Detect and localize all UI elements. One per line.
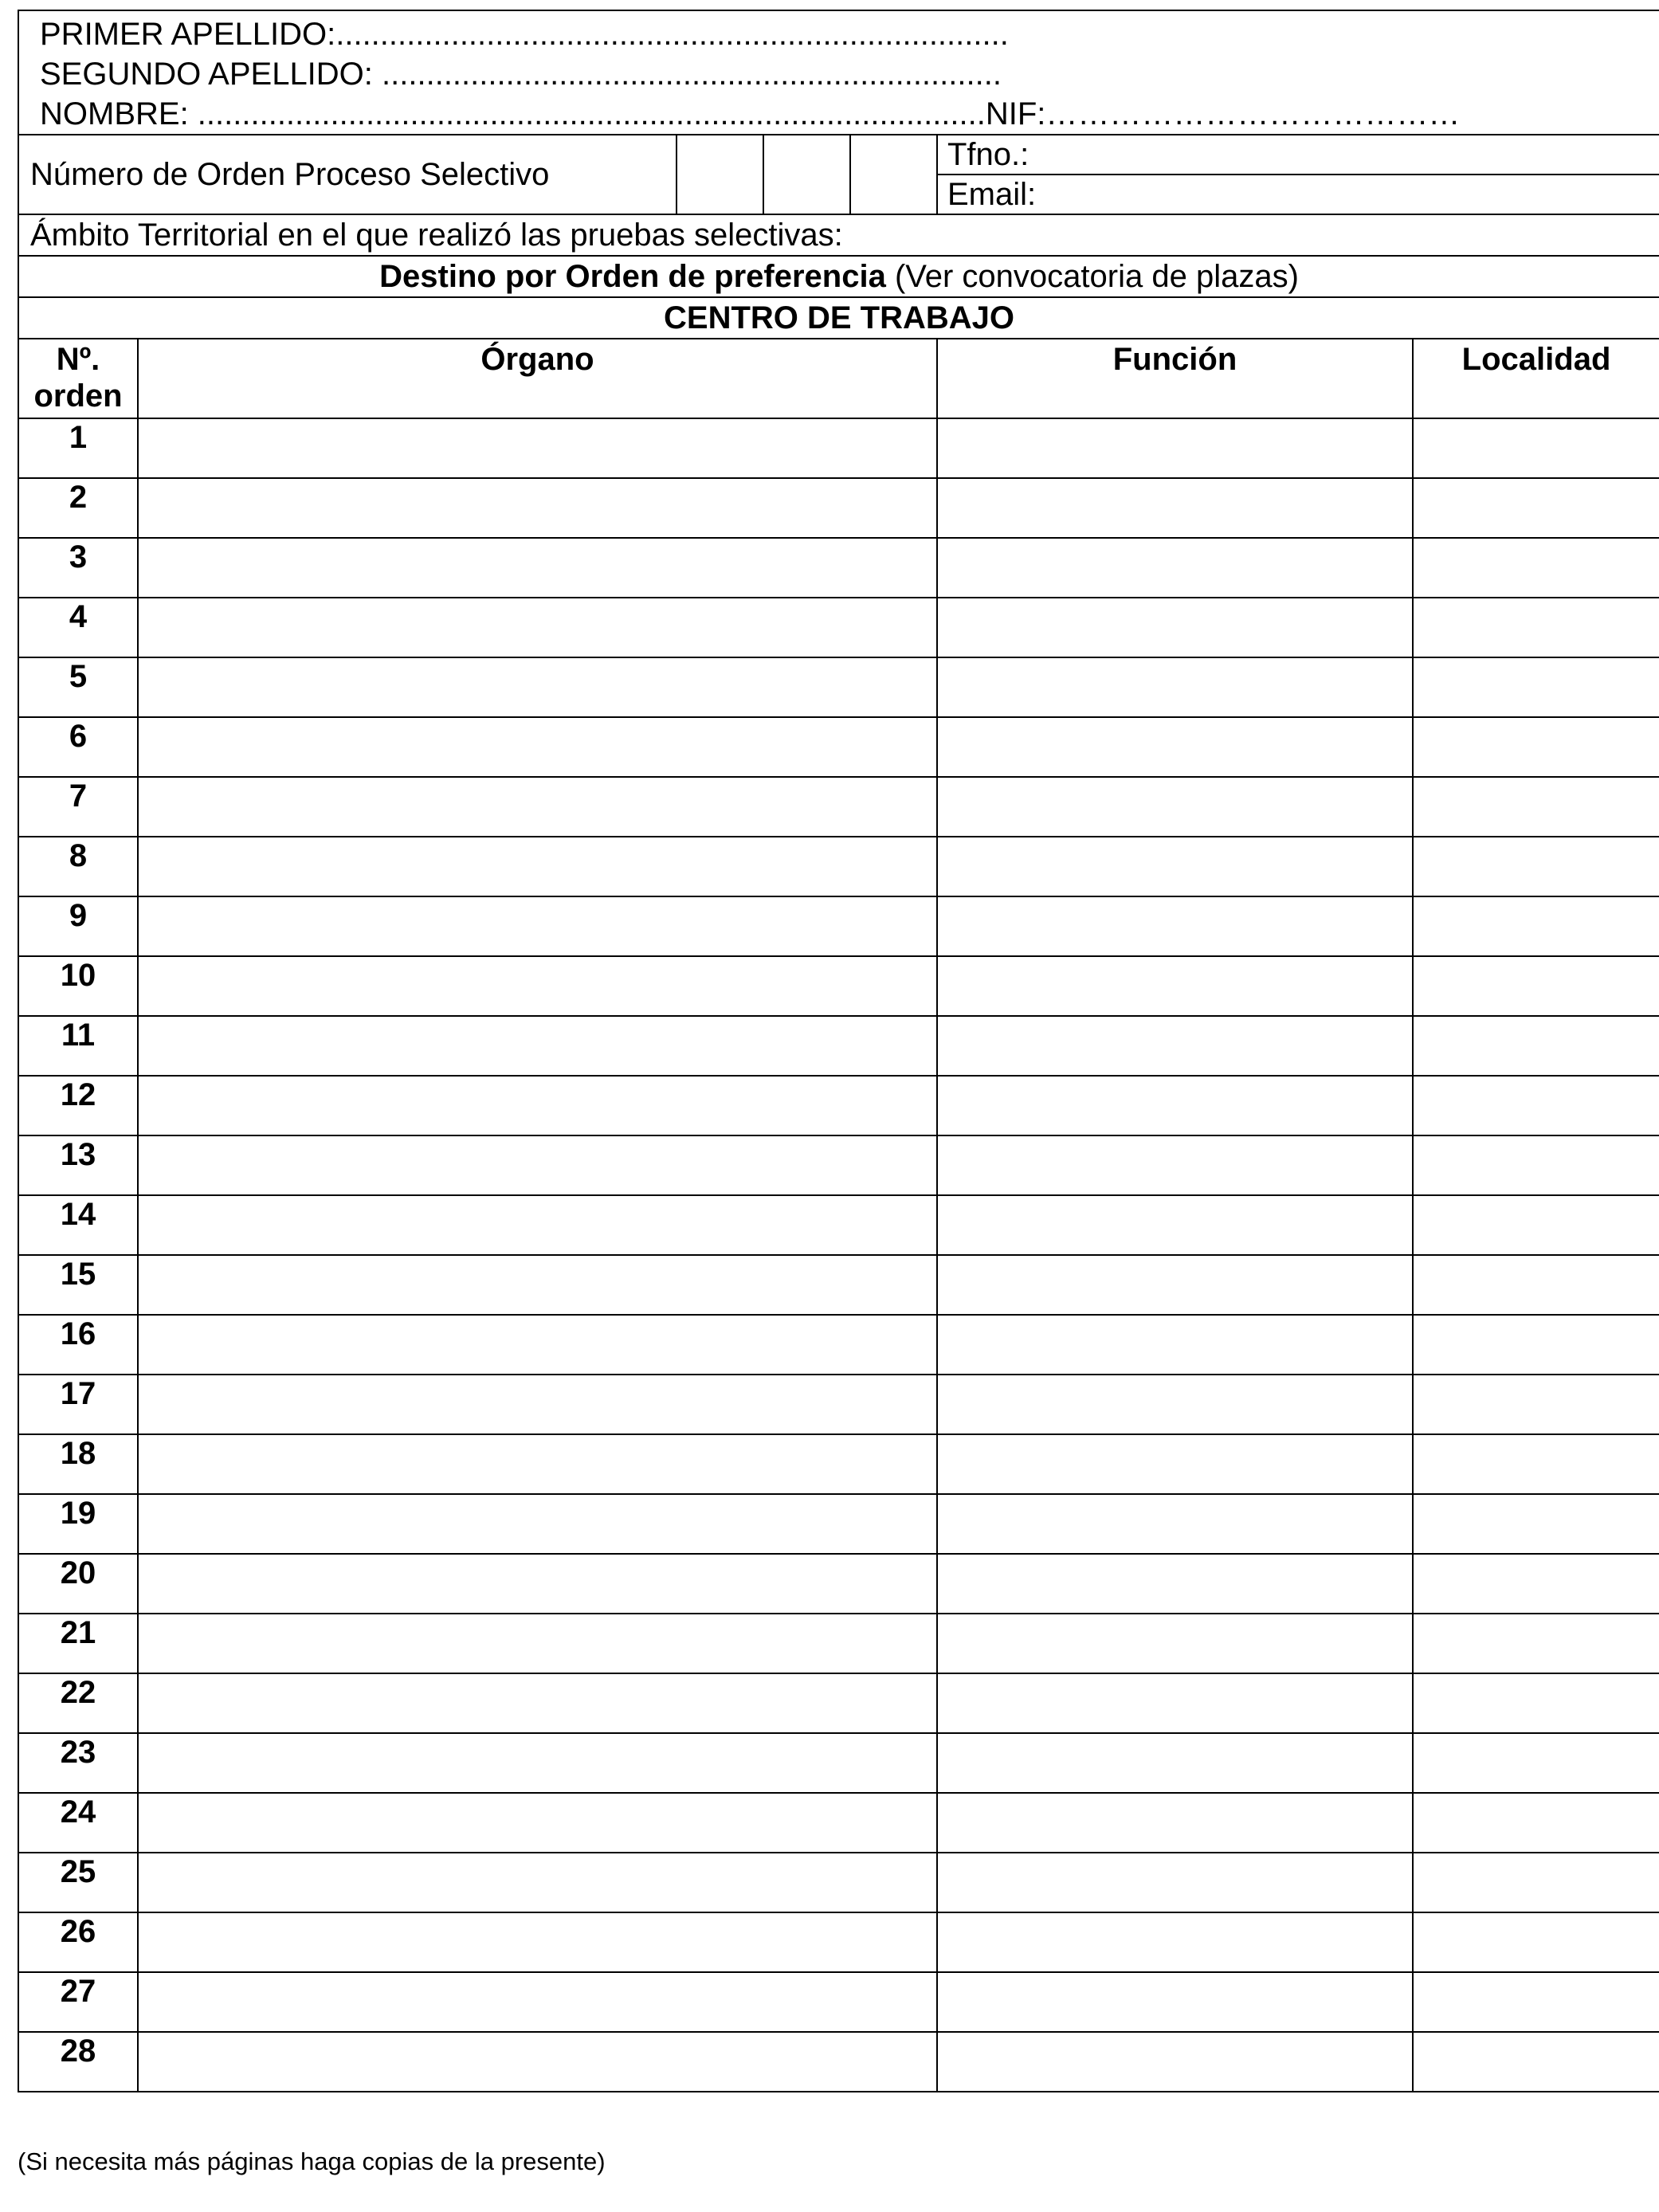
row-number: 13 xyxy=(18,1135,138,1195)
row-number: 22 xyxy=(18,1673,138,1733)
localidad-cell[interactable] xyxy=(1413,1972,1659,2032)
organo-cell[interactable] xyxy=(138,657,937,717)
organo-cell[interactable] xyxy=(138,1912,937,1972)
localidad-cell[interactable] xyxy=(1413,1016,1659,1076)
row-number: 26 xyxy=(18,1912,138,1972)
funcion-cell[interactable] xyxy=(937,1434,1413,1494)
organo-cell[interactable] xyxy=(138,1315,937,1375)
funcion-cell[interactable] xyxy=(937,1076,1413,1135)
ambito-row xyxy=(18,214,1659,256)
row-number: 16 xyxy=(18,1315,138,1375)
funcion-cell[interactable] xyxy=(937,1853,1413,1912)
row-number: 5 xyxy=(18,657,138,717)
localidad-cell[interactable] xyxy=(1413,418,1659,478)
table-row xyxy=(18,1793,1659,1853)
col-header-localidad: Localidad xyxy=(1413,339,1659,418)
nif-field[interactable]: NIF:………………………………… xyxy=(985,96,1461,131)
table-row xyxy=(18,1434,1659,1494)
localidad-cell[interactable] xyxy=(1413,896,1659,956)
localidad-cell[interactable] xyxy=(1413,1076,1659,1135)
row-number: 25 xyxy=(18,1853,138,1912)
row-number: 17 xyxy=(18,1375,138,1434)
row-number: 10 xyxy=(18,956,138,1016)
funcion-cell[interactable] xyxy=(937,1673,1413,1733)
organo-cell[interactable] xyxy=(138,418,937,478)
organo-cell[interactable] xyxy=(138,1673,937,1733)
organo-cell[interactable] xyxy=(138,1494,937,1554)
funcion-cell[interactable] xyxy=(937,1494,1413,1554)
personal-data-row xyxy=(18,10,1659,135)
localidad-cell[interactable] xyxy=(1413,538,1659,598)
funcion-cell[interactable] xyxy=(937,1912,1413,1972)
orden-box-1[interactable] xyxy=(677,135,763,214)
table-row xyxy=(18,837,1659,896)
row-number: 1 xyxy=(18,418,138,478)
localidad-cell[interactable] xyxy=(1413,598,1659,657)
organo-cell[interactable] xyxy=(138,1016,937,1076)
localidad-cell[interactable] xyxy=(1413,1135,1659,1195)
funcion-cell[interactable] xyxy=(937,1375,1413,1434)
table-row xyxy=(18,1853,1659,1912)
funcion-cell[interactable] xyxy=(937,1195,1413,1255)
orden-box-3[interactable] xyxy=(850,135,937,214)
row-number: 27 xyxy=(18,1972,138,2032)
primer-apellido-field[interactable]: PRIMER APELLIDO:............................................................................ xyxy=(40,17,1009,52)
localidad-cell[interactable] xyxy=(1413,1614,1659,1673)
table-row xyxy=(18,1733,1659,1793)
organo-cell[interactable] xyxy=(138,1255,937,1315)
funcion-cell[interactable] xyxy=(937,1135,1413,1195)
col-header-num-line1: Nº. xyxy=(56,342,100,377)
col-header-organo: Órgano xyxy=(138,339,937,418)
localidad-cell[interactable] xyxy=(1413,1853,1659,1912)
row-number: 4 xyxy=(18,598,138,657)
table-row xyxy=(18,2032,1659,2092)
funcion-cell[interactable] xyxy=(937,657,1413,717)
col-header-funcion: Función xyxy=(937,339,1413,418)
funcion-cell[interactable] xyxy=(937,896,1413,956)
row-number: 15 xyxy=(18,1255,138,1315)
table-row xyxy=(18,1554,1659,1614)
organo-cell[interactable] xyxy=(138,1972,937,2032)
destino-bold-label: Destino por Orden de preferencia xyxy=(379,259,886,294)
localidad-cell[interactable] xyxy=(1413,1494,1659,1554)
form-table xyxy=(18,10,1659,2092)
localidad-cell[interactable] xyxy=(1413,956,1659,1016)
localidad-cell[interactable] xyxy=(1413,717,1659,777)
funcion-cell[interactable] xyxy=(937,1255,1413,1315)
orden-box-2[interactable] xyxy=(763,135,850,214)
email-field[interactable]: Email: xyxy=(937,175,1659,214)
organo-cell[interactable] xyxy=(138,717,937,777)
funcion-cell[interactable] xyxy=(937,1972,1413,2032)
row-number: 7 xyxy=(18,777,138,837)
funcion-cell[interactable] xyxy=(937,2032,1413,2092)
localidad-cell[interactable] xyxy=(1413,1673,1659,1733)
table-row xyxy=(18,598,1659,657)
row-number: 24 xyxy=(18,1793,138,1853)
funcion-cell[interactable] xyxy=(937,1554,1413,1614)
row-number: 6 xyxy=(18,717,138,777)
localidad-cell[interactable] xyxy=(1413,1434,1659,1494)
application-form xyxy=(18,10,1643,2092)
organo-cell[interactable] xyxy=(138,478,937,538)
funcion-cell[interactable] xyxy=(937,478,1413,538)
localidad-cell[interactable] xyxy=(1413,1315,1659,1375)
ambito-field[interactable]: Ámbito Territorial en el que realizó las pruebas selectivas: xyxy=(18,214,1659,256)
table-row xyxy=(18,717,1659,777)
table-row xyxy=(18,1673,1659,1733)
localidad-cell[interactable] xyxy=(1413,837,1659,896)
localidad-cell[interactable] xyxy=(1413,1912,1659,1972)
funcion-cell[interactable] xyxy=(937,1733,1413,1793)
table-row xyxy=(18,777,1659,837)
localidad-cell[interactable] xyxy=(1413,1255,1659,1315)
table-row xyxy=(18,657,1659,717)
table-row xyxy=(18,478,1659,538)
organo-cell[interactable] xyxy=(138,1076,937,1135)
row-number: 19 xyxy=(18,1494,138,1554)
column-header-row xyxy=(18,339,1659,418)
table-row xyxy=(18,418,1659,478)
centro-row xyxy=(18,297,1659,339)
organo-cell[interactable] xyxy=(138,777,937,837)
funcion-cell[interactable] xyxy=(937,1016,1413,1076)
col-header-num-line2: orden xyxy=(33,378,123,414)
funcion-cell[interactable] xyxy=(937,837,1413,896)
organo-cell[interactable] xyxy=(138,1614,937,1673)
row-number: 28 xyxy=(18,2032,138,2092)
organo-cell[interactable] xyxy=(138,1733,937,1793)
table-row xyxy=(18,1255,1659,1315)
funcion-cell[interactable] xyxy=(937,717,1413,777)
destino-note: (Ver convocatoria de plazas) xyxy=(885,259,1299,294)
row-number: 23 xyxy=(18,1733,138,1793)
row-number: 18 xyxy=(18,1434,138,1494)
funcion-cell[interactable] xyxy=(937,777,1413,837)
organo-cell[interactable] xyxy=(138,1434,937,1494)
funcion-cell[interactable] xyxy=(937,1315,1413,1375)
destino-row xyxy=(18,256,1659,297)
localidad-cell[interactable] xyxy=(1413,1375,1659,1434)
row-number: 14 xyxy=(18,1195,138,1255)
tfno-field[interactable]: Tfno.: xyxy=(937,135,1659,175)
funcion-cell[interactable] xyxy=(937,538,1413,598)
table-row xyxy=(18,1135,1659,1195)
localidad-cell[interactable] xyxy=(1413,2032,1659,2092)
organo-cell[interactable] xyxy=(138,1375,937,1434)
table-row xyxy=(18,1016,1659,1076)
orden-label: Número de Orden Proceso Selectivo xyxy=(18,135,677,214)
col-header-num xyxy=(18,339,138,418)
table-row xyxy=(18,1494,1659,1554)
row-number: 9 xyxy=(18,896,138,956)
localidad-cell[interactable] xyxy=(1413,657,1659,717)
table-row xyxy=(18,1614,1659,1673)
funcion-cell[interactable] xyxy=(937,956,1413,1016)
localidad-cell[interactable] xyxy=(1413,1195,1659,1255)
organo-cell[interactable] xyxy=(138,1793,937,1853)
organo-cell[interactable] xyxy=(138,598,937,657)
localidad-cell[interactable] xyxy=(1413,478,1659,538)
funcion-cell[interactable] xyxy=(937,418,1413,478)
nombre-nif-line xyxy=(40,94,1659,134)
table-row xyxy=(18,956,1659,1016)
organo-cell[interactable] xyxy=(138,2032,937,2092)
table-row xyxy=(18,1972,1659,2032)
table-row xyxy=(18,538,1659,598)
destino-heading xyxy=(18,256,1659,297)
row-number: 11 xyxy=(18,1016,138,1076)
organo-cell[interactable] xyxy=(138,956,937,1016)
table-row xyxy=(18,1195,1659,1255)
funcion-cell[interactable] xyxy=(937,1793,1413,1853)
table-row xyxy=(18,1912,1659,1972)
funcion-cell[interactable] xyxy=(937,1614,1413,1673)
organo-cell[interactable] xyxy=(138,1195,937,1255)
nombre-field[interactable]: NOMBRE: ......................................................................................... xyxy=(40,96,986,131)
row-number: 21 xyxy=(18,1614,138,1673)
localidad-cell[interactable] xyxy=(1413,1554,1659,1614)
table-row xyxy=(18,1315,1659,1375)
organo-cell[interactable] xyxy=(138,1135,937,1195)
localidad-cell[interactable] xyxy=(1413,1793,1659,1853)
row-number: 20 xyxy=(18,1554,138,1614)
table-row xyxy=(18,1375,1659,1434)
footnote: (Si necesita más páginas haga copias de la presente) xyxy=(18,2147,606,2175)
row-number: 2 xyxy=(18,478,138,538)
organo-cell[interactable] xyxy=(138,837,937,896)
segundo-apellido-field[interactable]: SEGUNDO APELLIDO: ...................................................................... xyxy=(40,57,1002,92)
row-number: 8 xyxy=(18,837,138,896)
table-row xyxy=(18,896,1659,956)
organo-cell[interactable] xyxy=(138,1853,937,1912)
localidad-cell[interactable] xyxy=(1413,777,1659,837)
organo-cell[interactable] xyxy=(138,1554,937,1614)
localidad-cell[interactable] xyxy=(1413,1733,1659,1793)
personal-data-cell xyxy=(18,10,1659,135)
row-number: 12 xyxy=(18,1076,138,1135)
orden-row xyxy=(18,135,1659,175)
organo-cell[interactable] xyxy=(138,896,937,956)
table-row xyxy=(18,1076,1659,1135)
centro-heading: CENTRO DE TRABAJO xyxy=(18,297,1659,339)
funcion-cell[interactable] xyxy=(937,598,1413,657)
organo-cell[interactable] xyxy=(138,538,937,598)
row-number: 3 xyxy=(18,538,138,598)
